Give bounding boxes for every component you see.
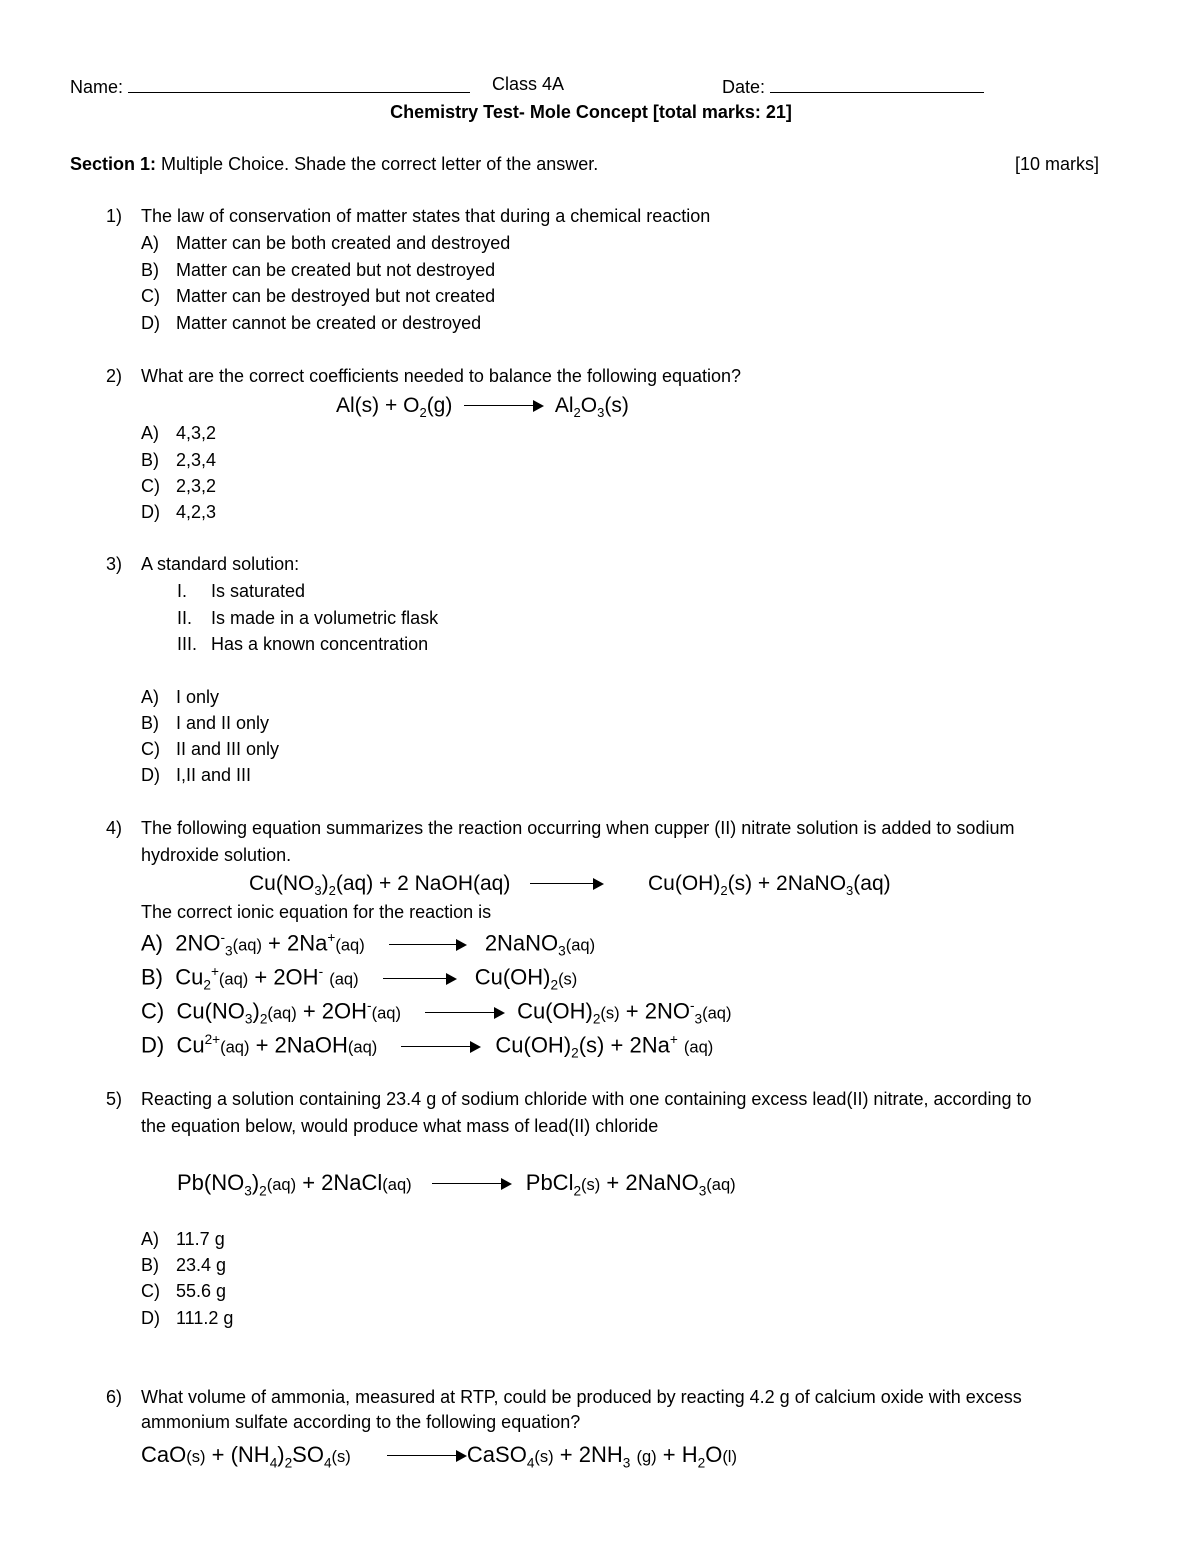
q4-option-a[interactable]: A) $2NO^-_3(aq) + 2Na^+(aq)$ 2NaNO$_3$(aq) [141,930,596,959]
q2-option-a[interactable]: A) [141,423,159,443]
q3-option-b[interactable]: B) [141,713,159,733]
q3-statement-text: Is made in a volumetric flask [211,608,439,628]
section1-instruction: Multiple Choice. Shade the correct letter of the answer. [161,154,599,174]
q2-option-d[interactable]: D) [141,502,160,522]
date-blank-line[interactable] [770,74,984,93]
test-title: Chemistry Test- Mole Concept [total marks: 21] [390,102,792,122]
q3-option-a-text: I only [176,687,220,707]
q4-option-c[interactable]: C) $Cu(NO_3)_2(aq) + 2OH^-(aq) Cu(OH)_2(s) + 2NO^-_3(aq)$ [141,998,732,1027]
q6-equation: $CaO(s) + (NH_4)_2SO_4(s)$ CaSO$_4$(s) + $2NH_3$ $(g) + H_2O(l)$ [141,1442,737,1471]
q2-option-d-text: 4,2,3 [176,502,217,522]
q5-option-c[interactable]: C) [141,1281,160,1301]
q5-option-c-text: 55.6 g [176,1281,227,1301]
q3-option-b-text: I and II only [176,713,270,733]
q4-subtext: The correct ionic equation for the reaction is [141,902,492,922]
name-blank-line[interactable] [128,74,470,93]
q4-text-line1: The following equation summarizes the reaction occurring when cupper (II) nitrate solution is added to sodium [141,818,1015,838]
q2-equation: $Al(s) + O_2(g)$ $Al_2O_3(s)$ [336,394,629,421]
q1-number: 1) [106,206,123,226]
q3-number: 3) [106,554,123,574]
q1-option-d-text: Matter cannot be created or destroyed [176,313,482,333]
reaction-arrow-icon [530,878,604,890]
q6-text-line1: What volume of ammonia, measured at RTP, could be produced by reacting 4.2 g of calcium oxide with excess [141,1387,1022,1407]
q4-option-b[interactable]: B) $Cu_2^+(aq) + 2OH^-$ (aq) $Cu(OH)_2(s)$ [141,964,578,993]
q5-equation: $Pb(NO_3)_2(aq)$ + 2NaCl(aq) PbCl$_2$(s) + 2NaNO$_3$(aq) [177,1170,736,1199]
date-label: Date: [722,77,766,97]
q1-option-b[interactable]: B) [141,260,159,280]
section1-label: Section 1: [70,154,157,174]
section1-heading [70,154,598,175]
reaction-arrow-icon [387,1450,467,1462]
q3-option-a[interactable]: A) [141,687,159,707]
date-field[interactable] [722,74,984,98]
q2-option-a-text: 4,3,2 [176,423,217,443]
q3-statement-text: Is saturated [211,581,306,601]
section1-marks: [10 marks] [1015,154,1100,174]
reaction-arrow-icon [464,400,544,412]
q4-option-d[interactable]: D) $Cu^{2+}(aq)$ + 2NaOH(aq) $Cu(OH)_2(s) + 2Na^+$ (aq) [141,1032,714,1061]
q1-option-a[interactable]: A) [141,233,159,253]
q3-text: A standard solution: [141,554,300,574]
q1-option-c[interactable]: C) [141,286,160,306]
q3-option-d-text: I,II and III [176,765,252,785]
q3-option-d[interactable]: D) [141,765,160,785]
q5-text-line2: the equation below, would produce what mass of lead(II) chloride [141,1116,659,1136]
q1-option-c-text: Matter can be destroyed but not created [176,286,496,306]
q4-number: 4) [106,818,123,838]
q1-option-d[interactable]: D) [141,313,160,333]
q5-option-b[interactable]: B) [141,1255,159,1275]
name-field[interactable] [70,74,470,98]
q2-number: 2) [106,366,123,386]
q5-option-b-text: 23.4 g [176,1255,227,1275]
reaction-arrow-icon [389,939,467,951]
reaction-arrow-icon [432,1178,512,1190]
q5-option-d[interactable]: D) [141,1308,160,1328]
reaction-arrow-icon [383,973,457,985]
reaction-arrow-icon [401,1041,481,1053]
q3-statement-roman: II. [177,608,193,628]
q1-option-a-text: Matter can be both created and destroyed [176,233,511,253]
q2-option-b[interactable]: B) [141,450,159,470]
q2-text: What are the correct coefficients needed to balance the following equation? [141,366,742,386]
q3-statement-roman: I. [177,581,188,601]
reaction-arrow-icon [425,1007,505,1019]
q1-option-b-text: Matter can be created but not destroyed [176,260,496,280]
name-label: Name: [70,77,124,97]
q3-option-c-text: II and III only [176,739,280,759]
q5-option-d-text: 111.2 g [176,1308,234,1328]
q3-statement-roman: III. [177,634,198,654]
q4-equation: $Cu(NO_3)_2(aq) + 2$ NaOH(aq) $Cu(OH)_2(s)$ + 2NaNO$_3$(aq) [249,872,891,899]
q4-text-line2: hydroxide solution. [141,845,292,865]
q6-number: 6) [106,1387,123,1407]
q5-text-line1: Reacting a solution containing 23.4 g of sodium chloride with one containing excess lead(II) nitrate, according to [141,1089,1032,1109]
q2-option-b-text: 2,3,4 [176,450,217,470]
q5-option-a[interactable]: A) [141,1229,159,1249]
q1-text: The law of conservation of matter states that during a chemical reaction [141,206,711,226]
q2-option-c[interactable]: C) [141,476,160,496]
q5-number: 5) [106,1089,123,1109]
q3-option-c[interactable]: C) [141,739,160,759]
q6-text-line2: ammonium sulfate according to the following equation? [141,1412,581,1432]
q2-option-c-text: 2,3,2 [176,476,217,496]
q3-statement-text: Has a known concentration [211,634,429,654]
class-label: Class 4A [492,74,565,94]
q5-option-a-text: 11.7 g [176,1229,225,1249]
